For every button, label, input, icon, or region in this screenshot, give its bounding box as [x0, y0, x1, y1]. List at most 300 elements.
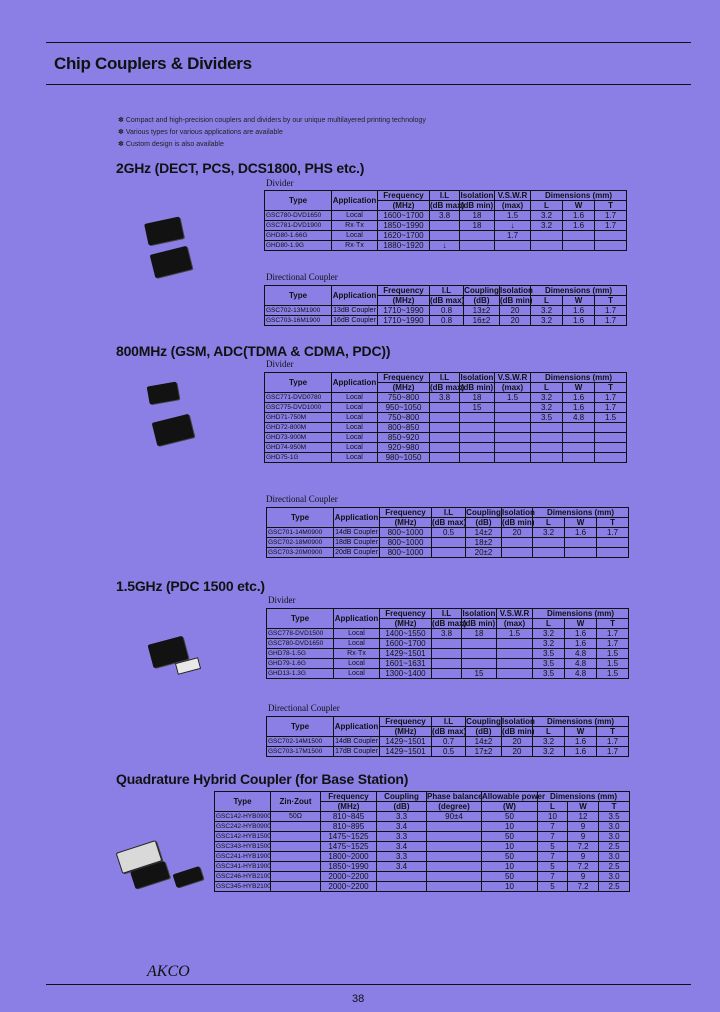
header-dimensions: Dimensions (mm) — [538, 792, 630, 802]
table-cell: 3.8 — [430, 393, 460, 403]
type-cell: GHD74-950M — [265, 443, 332, 453]
table-cell: 2.5 — [599, 862, 630, 872]
table-cell: 1601~1631 — [380, 659, 432, 669]
table-row — [267, 639, 629, 649]
header-l: L — [531, 296, 563, 306]
table-cell: 10 — [482, 882, 538, 892]
table-cell — [533, 538, 565, 548]
table-cell — [495, 443, 531, 453]
table-cell: 3.0 — [599, 832, 630, 842]
header-t: T — [597, 518, 629, 528]
header-frequency: Frequency — [378, 191, 430, 201]
table-cell — [460, 423, 495, 433]
header-w: W — [563, 383, 595, 393]
table-cell — [271, 852, 321, 862]
table-cell: 20dB Coupler — [335, 549, 378, 556]
header-vswr-unit: (max) — [495, 201, 531, 211]
table-cell — [563, 241, 595, 251]
header-phase-balance: Phase balance — [427, 792, 483, 801]
table-cell: 800~1000 — [380, 528, 432, 538]
type-cell: GSC142-HYB1500 — [216, 833, 271, 840]
table-cell: Local — [332, 403, 378, 413]
header-t: T — [595, 296, 627, 306]
table-cell — [497, 659, 533, 669]
type-cell: GSC242-HYB0900 — [216, 823, 271, 830]
type-cell: GHD79-1.6G — [267, 659, 334, 669]
table-cell: 7 — [538, 832, 568, 842]
table-cell: 20±2 — [466, 548, 502, 558]
table-cell: 1.7 — [595, 403, 627, 413]
table-cell: 950~1050 — [378, 403, 430, 413]
coupler-table-800mhz — [266, 507, 629, 558]
table-row — [267, 659, 629, 669]
table-cell: 1.6 — [565, 737, 597, 747]
header-il-unit: (dB max) — [430, 201, 465, 210]
table-cell: 7.2 — [568, 862, 599, 872]
table-cell — [430, 443, 460, 453]
header-frequency: Frequency — [321, 792, 377, 802]
table-cell — [595, 433, 627, 443]
section-heading-1-5ghz: 1.5GHz (PDC 1500 etc.) — [116, 578, 265, 594]
section-heading-quadrature: Quadrature Hybrid Coupler (for Base Station) — [116, 771, 409, 787]
table-cell: 1.6 — [563, 306, 595, 316]
table-cell: 980~1050 — [378, 453, 430, 463]
header-application: Application — [332, 373, 378, 393]
header-il: I.L — [430, 286, 464, 296]
table-row — [267, 538, 629, 548]
table-cell: 1.5 — [497, 629, 533, 639]
header-il-unit: (dB max) — [430, 383, 465, 392]
header-t: T — [595, 383, 627, 393]
table-cell: 3.2 — [531, 306, 563, 316]
table-cell: 1.6 — [563, 393, 595, 403]
table-cell: Local — [334, 639, 380, 649]
table-cell: 3.2 — [531, 211, 563, 221]
table-cell: 14±2 — [466, 737, 502, 747]
header-il-unit: (dB max) — [432, 727, 467, 736]
header-zin-zout: Zin·Zout — [271, 792, 321, 812]
table-row — [215, 852, 630, 862]
quadrature-hybrid-table — [214, 791, 630, 892]
table-cell: 17dB Coupler — [335, 748, 378, 755]
title-rule — [46, 84, 691, 85]
table-cell: Local — [334, 629, 380, 639]
header-frequency-unit: (MHz) — [378, 383, 430, 393]
header-w: W — [563, 201, 595, 211]
type-cell: GSC781-DVD1900 — [265, 221, 332, 231]
table-cell: 4.8 — [565, 659, 597, 669]
table-cell — [271, 872, 321, 882]
table-cell: 1.6 — [563, 211, 595, 221]
table-cell — [495, 413, 531, 423]
header-coupling-unit: (dB) — [466, 518, 502, 528]
table-cell: 800~850 — [378, 423, 430, 433]
header-dimensions: Dimensions (mm) — [533, 717, 629, 727]
header-vswr: V.S.W.R — [497, 609, 533, 619]
table-cell — [495, 423, 531, 433]
header-application: Application — [332, 191, 378, 211]
type-cell: GHD71-750M — [265, 413, 332, 423]
table-cell — [460, 433, 495, 443]
table-cell: 20 — [502, 528, 533, 538]
table-cell: 1.6 — [563, 221, 595, 231]
header-coupling-unit: (dB) — [377, 802, 427, 812]
table-cell: 3.3 — [377, 812, 427, 822]
table-cell: Local — [332, 211, 378, 221]
table-cell — [563, 433, 595, 443]
table-cell: 7 — [538, 822, 568, 832]
header-l: L — [533, 518, 565, 528]
chip-component-image — [144, 216, 184, 245]
table-cell — [432, 548, 466, 558]
table-cell — [531, 443, 563, 453]
table-row — [265, 241, 627, 251]
header-type: Type — [265, 373, 332, 393]
header-application: Application — [332, 286, 378, 306]
table-cell: 750~800 — [378, 413, 430, 423]
table-cell: 20 — [500, 316, 531, 326]
type-cell: GSC343-HYB1500 — [216, 843, 271, 850]
table-cell: 1429~1501 — [380, 737, 432, 747]
table-cell: 1.6 — [563, 316, 595, 326]
coupler-caption: Directional Coupler — [266, 494, 338, 504]
header-frequency-unit: (MHz) — [378, 296, 430, 306]
table-cell — [565, 548, 597, 558]
table-cell: 1710~1990 — [378, 316, 430, 326]
header-application: Application — [334, 609, 380, 629]
header-dimensions: Dimensions (mm) — [531, 191, 627, 201]
table-cell: 90±4 — [427, 812, 482, 822]
table-cell: 800~1000 — [380, 538, 432, 548]
table-cell — [427, 862, 482, 872]
table-cell: 15 — [462, 669, 497, 679]
table-cell: Local — [334, 659, 380, 669]
table-cell: 2.5 — [599, 882, 630, 892]
table-cell: 3.3 — [377, 852, 427, 862]
table-cell: 1300~1400 — [380, 669, 432, 679]
table-cell: 1.7 — [597, 747, 629, 757]
type-cell: GHD80-1.66G — [265, 231, 332, 241]
table-cell: 1850~1990 — [321, 862, 377, 872]
table-cell — [430, 453, 460, 463]
table-cell — [271, 832, 321, 842]
table-cell: 4.8 — [563, 413, 595, 423]
table-row — [265, 433, 627, 443]
table-cell — [595, 443, 627, 453]
table-cell — [430, 413, 460, 423]
type-cell: GSC341-HYB1900 — [216, 863, 271, 870]
header-w: W — [565, 619, 597, 629]
table-cell: 1.7 — [597, 528, 629, 538]
table-cell: 1.6 — [565, 528, 597, 538]
table-cell — [502, 548, 533, 558]
table-cell: 2.5 — [599, 842, 630, 852]
table-row — [265, 211, 627, 221]
table-cell: 1.7 — [495, 231, 531, 241]
table-cell: 18 — [460, 393, 495, 403]
table-cell: 12 — [568, 812, 599, 822]
header-frequency: Frequency — [380, 508, 432, 518]
company-logo: AKCO — [147, 963, 190, 980]
table-cell — [432, 669, 462, 679]
table-cell — [462, 649, 497, 659]
table-cell — [531, 241, 563, 251]
table-cell: 7 — [538, 852, 568, 862]
table-cell: 4.8 — [565, 649, 597, 659]
table-cell — [595, 231, 627, 241]
header-frequency-unit: (MHz) — [321, 802, 377, 812]
table-cell: 3.5 — [533, 649, 565, 659]
table-cell: 50 — [482, 832, 538, 842]
header-il-unit: (dB max) — [432, 619, 467, 628]
table-cell: 1800~2000 — [321, 852, 377, 862]
table-cell: 810~895 — [321, 822, 377, 832]
type-cell: GHD72-800M — [265, 423, 332, 433]
table-cell — [271, 862, 321, 872]
table-row — [265, 221, 627, 231]
header-frequency-unit: (MHz) — [378, 201, 430, 211]
table-cell: 3.4 — [377, 822, 427, 832]
table-cell: 1880~1920 — [378, 241, 430, 251]
table-row — [215, 872, 630, 882]
coupler-caption: Directional Coupler — [266, 272, 338, 282]
table-row — [215, 862, 630, 872]
bullet-item: ✽ Custom design is also available — [118, 141, 224, 148]
table-cell: 14±2 — [466, 528, 502, 538]
table-cell: 14dB Coupler — [335, 738, 378, 745]
header-dimensions: Dimensions (mm) — [531, 373, 627, 383]
table-cell: 920~980 — [378, 443, 430, 453]
table-cell — [377, 872, 427, 882]
table-cell: 750~800 — [378, 393, 430, 403]
header-vswr-unit: (max) — [497, 619, 533, 629]
chip-component-image — [152, 414, 195, 446]
table-cell: 1.5 — [597, 659, 629, 669]
table-cell — [377, 882, 427, 892]
table-cell: 3.2 — [533, 737, 565, 747]
divider-caption: Divider — [266, 178, 294, 188]
table-cell: 18dB Coupler — [335, 539, 378, 546]
page-title: Chip Couplers & Dividers — [54, 54, 252, 73]
table-row — [267, 629, 629, 639]
table-cell: 50 — [482, 872, 538, 882]
table-row — [267, 528, 629, 538]
header-isolation-unit: (dB min) — [462, 619, 496, 628]
table-cell: 1.7 — [597, 737, 629, 747]
divider-table-800mhz — [264, 372, 627, 463]
table-cell: 1850~1990 — [378, 221, 430, 231]
table-cell — [427, 842, 482, 852]
table-cell: 7 — [538, 872, 568, 882]
header-il-unit: (dB max) — [432, 518, 467, 527]
table-cell: 3.5 — [599, 812, 630, 822]
table-cell: 1.7 — [595, 306, 627, 316]
table-cell: 15 — [460, 403, 495, 413]
table-row — [265, 453, 627, 463]
table-cell: 9 — [568, 872, 599, 882]
header-application: Application — [334, 717, 380, 737]
table-cell: 800~1000 — [380, 548, 432, 558]
header-il: I.L — [432, 508, 466, 518]
header-frequency-unit: (MHz) — [380, 518, 432, 528]
table-cell: 9 — [568, 852, 599, 862]
type-cell: GSC771-DVD0780 — [265, 393, 332, 403]
type-cell: GSC142-HYB0900 — [216, 813, 271, 820]
bullet-item: ✽ Compact and high-precision couplers and dividers by our unique multilayered printing technology — [118, 117, 426, 124]
table-cell: 1.5 — [597, 649, 629, 659]
table-cell: 3.3 — [377, 832, 427, 842]
table-cell: Local — [332, 443, 378, 453]
header-w: W — [565, 727, 597, 737]
table-cell: 1429~1501 — [380, 649, 432, 659]
table-cell: Local — [332, 413, 378, 423]
table-cell: 1429~1501 — [380, 747, 432, 757]
header-il-unit: (dB max) — [430, 296, 465, 305]
table-cell — [430, 231, 460, 241]
divider-caption: Divider — [266, 359, 294, 369]
table-cell — [462, 659, 497, 669]
table-cell — [432, 649, 462, 659]
table-cell: 810~845 — [321, 812, 377, 822]
table-cell: 10 — [482, 862, 538, 872]
header-l: L — [538, 802, 568, 812]
header-isolation-unit: (dB min) — [460, 201, 494, 210]
table-cell: 3.2 — [531, 316, 563, 326]
table-cell: 1710~1990 — [378, 306, 430, 316]
table-cell: 3.0 — [599, 872, 630, 882]
table-cell — [271, 842, 321, 852]
table-cell: 20 — [502, 737, 533, 747]
divider-table-2ghz — [264, 190, 627, 251]
header-coupling-unit: (dB) — [466, 727, 502, 737]
table-cell: 10 — [482, 822, 538, 832]
header-coupling: Coupling — [466, 508, 501, 517]
table-cell: 3.5 — [531, 413, 563, 423]
coupler-table-2ghz — [264, 285, 627, 326]
table-cell: 1.7 — [597, 639, 629, 649]
table-cell — [460, 453, 495, 463]
header-isolation-unit: (dB min) — [460, 383, 494, 392]
table-cell: 3.5 — [533, 669, 565, 679]
table-cell: 5 — [538, 882, 568, 892]
section-heading-800mhz: 800MHz (GSM, ADC(TDMA & CDMA, PDC)) — [116, 343, 391, 359]
table-row — [215, 812, 630, 822]
coupler-table-1-5ghz — [266, 716, 629, 757]
table-cell — [427, 882, 482, 892]
header-isolation: Isolation — [460, 191, 494, 200]
table-cell: Rx·Tx — [332, 241, 378, 251]
table-cell: 1.6 — [565, 747, 597, 757]
header-il: I.L — [432, 717, 466, 727]
table-cell: 0.8 — [430, 316, 464, 326]
table-cell — [563, 443, 595, 453]
table-cell: 1.6 — [563, 403, 595, 413]
table-cell: 18 — [460, 221, 495, 231]
header-l: L — [533, 619, 565, 629]
table-cell: 7.2 — [568, 842, 599, 852]
table-cell: 3.2 — [533, 747, 565, 757]
table-cell: Local — [332, 433, 378, 443]
header-l: L — [531, 383, 563, 393]
type-cell: GHD75-1G — [265, 453, 332, 463]
table-cell — [430, 221, 460, 231]
type-cell: GSC703-17M1500 — [267, 747, 334, 757]
table-cell: 1.5 — [495, 211, 531, 221]
table-cell — [427, 832, 482, 842]
table-cell: 16dB Coupler — [333, 317, 376, 324]
header-isolation: Isolation — [462, 609, 496, 618]
header-type: Type — [265, 191, 332, 211]
table-cell — [495, 433, 531, 443]
table-row — [265, 413, 627, 423]
table-cell — [533, 548, 565, 558]
type-cell: GSC702-14M1500 — [267, 737, 334, 747]
type-cell: GHD78-1.5G — [267, 649, 334, 659]
table-row — [215, 842, 630, 852]
table-cell: 3.2 — [531, 393, 563, 403]
header-frequency: Frequency — [378, 286, 430, 296]
table-cell — [432, 659, 462, 669]
table-cell: 18±2 — [466, 538, 502, 548]
table-row — [215, 882, 630, 892]
table-cell: 16±2 — [464, 316, 500, 326]
table-cell — [495, 403, 531, 413]
header-phase-unit: (degree) — [427, 802, 482, 812]
table-cell: 1620~1700 — [378, 231, 430, 241]
table-cell: 3.0 — [599, 822, 630, 832]
table-cell — [271, 822, 321, 832]
table-cell: 1.5 — [495, 393, 531, 403]
table-cell — [432, 538, 466, 548]
type-cell: GSC780-DVD1650 — [267, 639, 334, 649]
table-cell — [427, 822, 482, 832]
table-cell: ↓ — [495, 221, 531, 231]
table-cell — [502, 538, 533, 548]
table-row — [265, 443, 627, 453]
table-row — [265, 306, 627, 316]
table-row — [215, 822, 630, 832]
table-cell: 3.4 — [377, 842, 427, 852]
header-w: W — [563, 296, 595, 306]
table-cell: Rx·Tx — [332, 221, 378, 231]
type-cell: GSC775-DVD1000 — [265, 403, 332, 413]
table-cell: 1475~1525 — [321, 842, 377, 852]
table-cell: 2000~2200 — [321, 872, 377, 882]
header-frequency: Frequency — [380, 717, 432, 727]
table-cell — [462, 639, 497, 649]
table-cell: 13±2 — [464, 306, 500, 316]
table-cell — [432, 639, 462, 649]
table-cell: 0.5 — [432, 747, 466, 757]
table-row — [215, 832, 630, 842]
table-cell: Local — [332, 453, 378, 463]
table-cell — [595, 453, 627, 463]
table-cell: 7.2 — [568, 882, 599, 892]
table-cell: 1400~1550 — [380, 629, 432, 639]
header-vswr-unit: (max) — [495, 383, 531, 393]
table-cell: 18 — [460, 211, 495, 221]
type-cell: GSC701-14M0900 — [267, 528, 334, 538]
table-row — [265, 231, 627, 241]
table-cell — [430, 423, 460, 433]
header-type: Type — [267, 717, 334, 737]
header-il: I.L — [430, 191, 460, 201]
header-frequency: Frequency — [378, 373, 430, 383]
table-row — [265, 316, 627, 326]
type-cell: GHD80-1.9G — [265, 241, 332, 251]
table-row — [267, 747, 629, 757]
table-cell: 1600~1700 — [378, 211, 430, 221]
